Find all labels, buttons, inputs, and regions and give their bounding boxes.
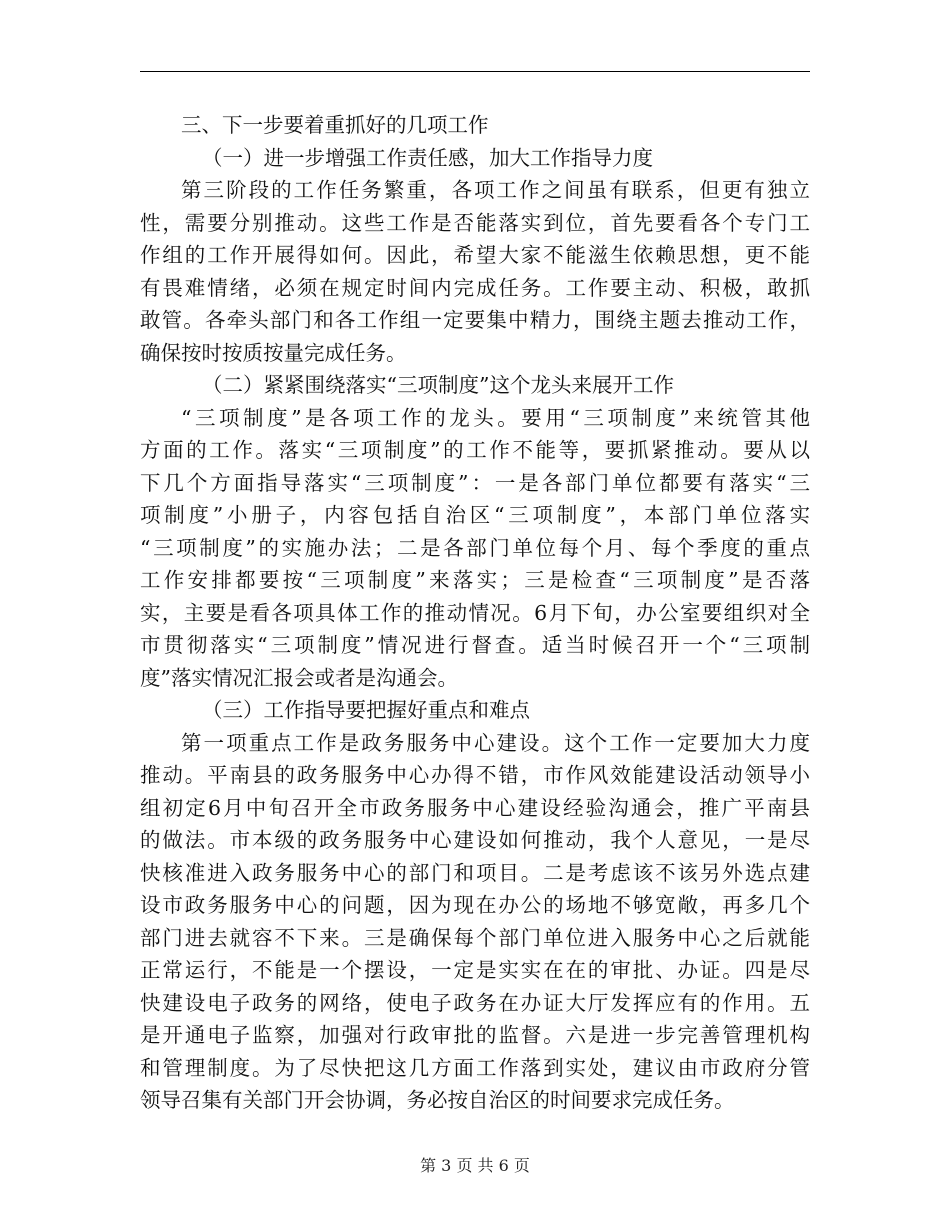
text-line: 三、下一步要着重抓好的几项工作: [181, 113, 489, 137]
text-line: （一）进一步增强工作责任感，加大工作指导力度: [202, 145, 653, 170]
text-line: 性，需要分别推动。这些工作是否能落实到位，首先要看各个专门工: [140, 210, 810, 235]
text-line: 度”落实情况汇报会或者是沟通会。: [140, 665, 458, 690]
text-line: 和管理制度。为了尽快把这几方面工作落到实处，建议由市政府分管: [140, 1055, 810, 1080]
text-line: 敢管。各牵头部门和各工作组一定要集中精力，围绕主题去推动工作，: [140, 308, 810, 332]
text-line: 第三阶段的工作任务繁重，各项工作之间虽有联系，但更有独立: [181, 178, 810, 202]
text-line: “三项制度”的实施办法；二是各部门单位每个月、每个季度的重点: [140, 535, 810, 560]
text-line: 领导召集有关部门开会协调，务必按自治区的时间要求完成任务。: [140, 1088, 735, 1112]
body-paragraph: [140, 174, 810, 369]
text-line: 正常运行，不能是一个摆设，一定是实实在在的审批、办证。四是尽: [140, 958, 810, 982]
subsection-heading: [140, 369, 810, 402]
text-line: （三）工作指导要把握好重点和难点: [202, 698, 530, 722]
text-line: 作组的工作开展得如何。因此，希望大家不能滋生依赖思想，更不能: [140, 243, 810, 267]
text-line: 方面的工作。落实“三项制度”的工作不能等，要抓紧推动。要从以: [140, 438, 810, 462]
text-line: 是开通电子监察，加强对行政审批的监督。六是进一步完善管理机构: [140, 1023, 810, 1047]
text-line: 项制度”小册子，内容包括自治区“三项制度”，本部门单位落实: [140, 503, 810, 527]
subsection-heading: [140, 142, 810, 175]
body-paragraph: [140, 727, 810, 1117]
text-line: 有畏难情绪，必须在规定时间内完成任务。工作要主动、积极，敢抓: [140, 275, 810, 300]
text-line: “三项制度”是各项工作的龙头。要用“三项制度”来统管其他: [181, 405, 810, 430]
text-line: 部门进去就容不下来。三是确保每个部门单位进入服务中心之后就能: [140, 925, 810, 950]
text-line: 设市政务服务中心的问题，因为现在办公的场地不够宽敞，再多几个: [140, 893, 810, 917]
text-line: （二）紧紧围绕落实“三项制度”这个龙头来展开工作: [202, 373, 674, 397]
text-line: 确保按时按质按量完成任务。: [140, 340, 407, 365]
document-body: [140, 109, 810, 1117]
body-paragraph: [140, 402, 810, 695]
text-line: 组初定6月中旬召开全市政务服务中心建设经验沟通会，推广平南县: [140, 795, 810, 820]
text-line: 的做法。市本级的政务服务中心建设如何推动，我个人意见，一是尽: [140, 828, 810, 852]
text-line: 推动。平南县的政务服务中心办得不错，市作风效能建设活动领导小: [140, 763, 810, 787]
page-footer: 第 3 页 共 6 页: [420, 1156, 530, 1175]
text-line: 工作安排都要按“三项制度”来落实；三是检查“三项制度”是否落: [140, 568, 810, 592]
subsection-heading: [140, 694, 810, 727]
text-line: 第一项重点工作是政务服务中心建设。这个工作一定要加大力度: [181, 730, 810, 755]
text-line: 市贯彻落实“三项制度”情况进行督查。适当时候召开一个“三项制: [140, 633, 810, 657]
text-line: 快建设电子政务的网络，使电子政务在办证大厅发挥应有的作用。五: [140, 990, 810, 1015]
text-line: 下几个方面指导落实“三项制度”：一是各部门单位都要有落实“三: [140, 470, 810, 495]
header-rule: [140, 71, 810, 72]
text-line: 实，主要是看各项具体工作的推动情况。6月下旬，办公室要组织对全: [140, 600, 810, 625]
text-line: 快核准进入政务服务中心的部门和项目。二是考虑该不该另外选点建: [140, 860, 810, 885]
section-heading: [140, 109, 810, 142]
